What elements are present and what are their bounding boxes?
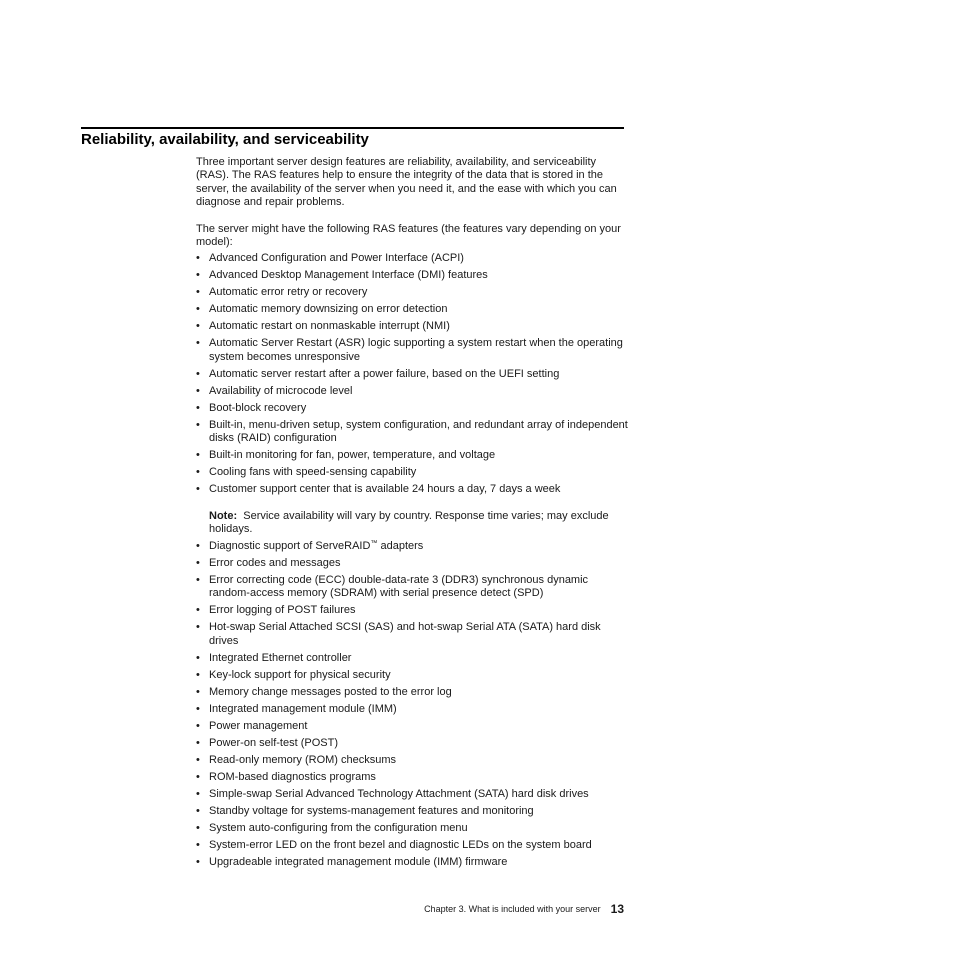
list-item: • Built-in monitoring for fan, power, temperature, and voltage — [196, 449, 628, 462]
list-item: • Read-only memory (ROM) checksums — [196, 754, 628, 767]
section-title: Reliability, availability, and serviceability — [81, 131, 369, 148]
page-footer — [424, 900, 624, 918]
list-item: • Automatic restart on nonmaskable interrupt (NMI) — [196, 320, 628, 333]
list-item: • Automatic error retry or recovery — [196, 286, 628, 299]
list-item: • Upgradeable integrated management module (IMM) firmware — [196, 856, 628, 869]
list-item: • System-error LED on the front bezel and diagnostic LEDs on the system board — [196, 839, 628, 852]
list-item: • Hot-swap Serial Attached SCSI (SAS) and hot-swap Serial ATA (SATA) hard disk drives — [196, 621, 628, 648]
list-item: • Key-lock support for physical security — [196, 669, 628, 682]
intro-paragraph: Three important server design features are reliability, availability, and serviceability (RAS). The RAS features help to ensure the integrity of the data that is stored in the server, the availability of the server when you need it, and the ease with which you can diagnose and repair problems. — [196, 156, 617, 209]
list-item: • Simple-swap Serial Advanced Technology Attachment (SATA) hard disk drives — [196, 788, 628, 801]
list-item: • Power-on self-test (POST) — [196, 737, 628, 750]
note-text: Service availability will vary by country. Response time varies; may exclude holidays. — [209, 509, 609, 536]
list-item: • Integrated Ethernet controller — [196, 652, 628, 665]
support-note — [209, 510, 628, 537]
list-item: • Error correcting code (ECC) double-data-rate 3 (DDR3) synchronous dynamic random-access memory (SDRAM) with serial presence detect (SPD) — [196, 574, 628, 601]
list-item: • Automatic Server Restart (ASR) logic supporting a system restart when the operating system becomes unresponsive — [196, 337, 628, 364]
list-item: • Advanced Desktop Management Interface (DMI) features — [196, 269, 628, 282]
trademark-symbol: ™ — [370, 540, 378, 548]
list-item: • Boot-block recovery — [196, 402, 628, 415]
list-item: • Cooling fans with speed-sensing capability — [196, 466, 628, 479]
features-intro-paragraph: The server might have the following RAS features (the features vary depending on your model): — [196, 222, 621, 249]
ras-features-list — [196, 252, 628, 496]
footer-chapter-text: Chapter 3. What is included with your server — [424, 904, 601, 914]
note-label: Note: — [209, 509, 238, 522]
list-item: • Memory change messages posted to the error log — [196, 686, 628, 699]
list-item: • Built-in, menu-driven setup, system configuration, and redundant array of independent disks (RAID) configuration — [196, 419, 628, 446]
list-item: • Automatic memory downsizing on error detection — [196, 303, 628, 316]
list-item: • Automatic server restart after a power failure, based on the UEFI setting — [196, 368, 628, 381]
list-item: • Advanced Configuration and Power Interface (ACPI) — [196, 252, 628, 265]
list-item: • Availability of microcode level — [196, 385, 628, 398]
list-item: • Error codes and messages — [196, 557, 628, 570]
list-item: • Customer support center that is available 24 hours a day, 7 days a week — [196, 483, 628, 496]
serveraid-prefix: Diagnostic support of ServeRAID — [209, 540, 371, 553]
list-item: • System auto-configuring from the configuration menu — [196, 822, 628, 835]
list-item-serveraid — [196, 540, 628, 553]
list-item: • Standby voltage for systems-management features and monitoring — [196, 805, 628, 818]
list-item: • ROM-based diagnostics programs — [196, 771, 628, 784]
section-rule — [81, 127, 624, 129]
page-number: 13 — [610, 902, 624, 916]
ras-features-list-continued — [196, 540, 628, 869]
list-item: • Integrated management module (IMM) — [196, 703, 628, 716]
list-item: • Error logging of POST failures — [196, 604, 628, 617]
list-item: • Power management — [196, 720, 628, 733]
serveraid-suffix: adapters — [377, 540, 424, 553]
section-body — [196, 156, 628, 873]
